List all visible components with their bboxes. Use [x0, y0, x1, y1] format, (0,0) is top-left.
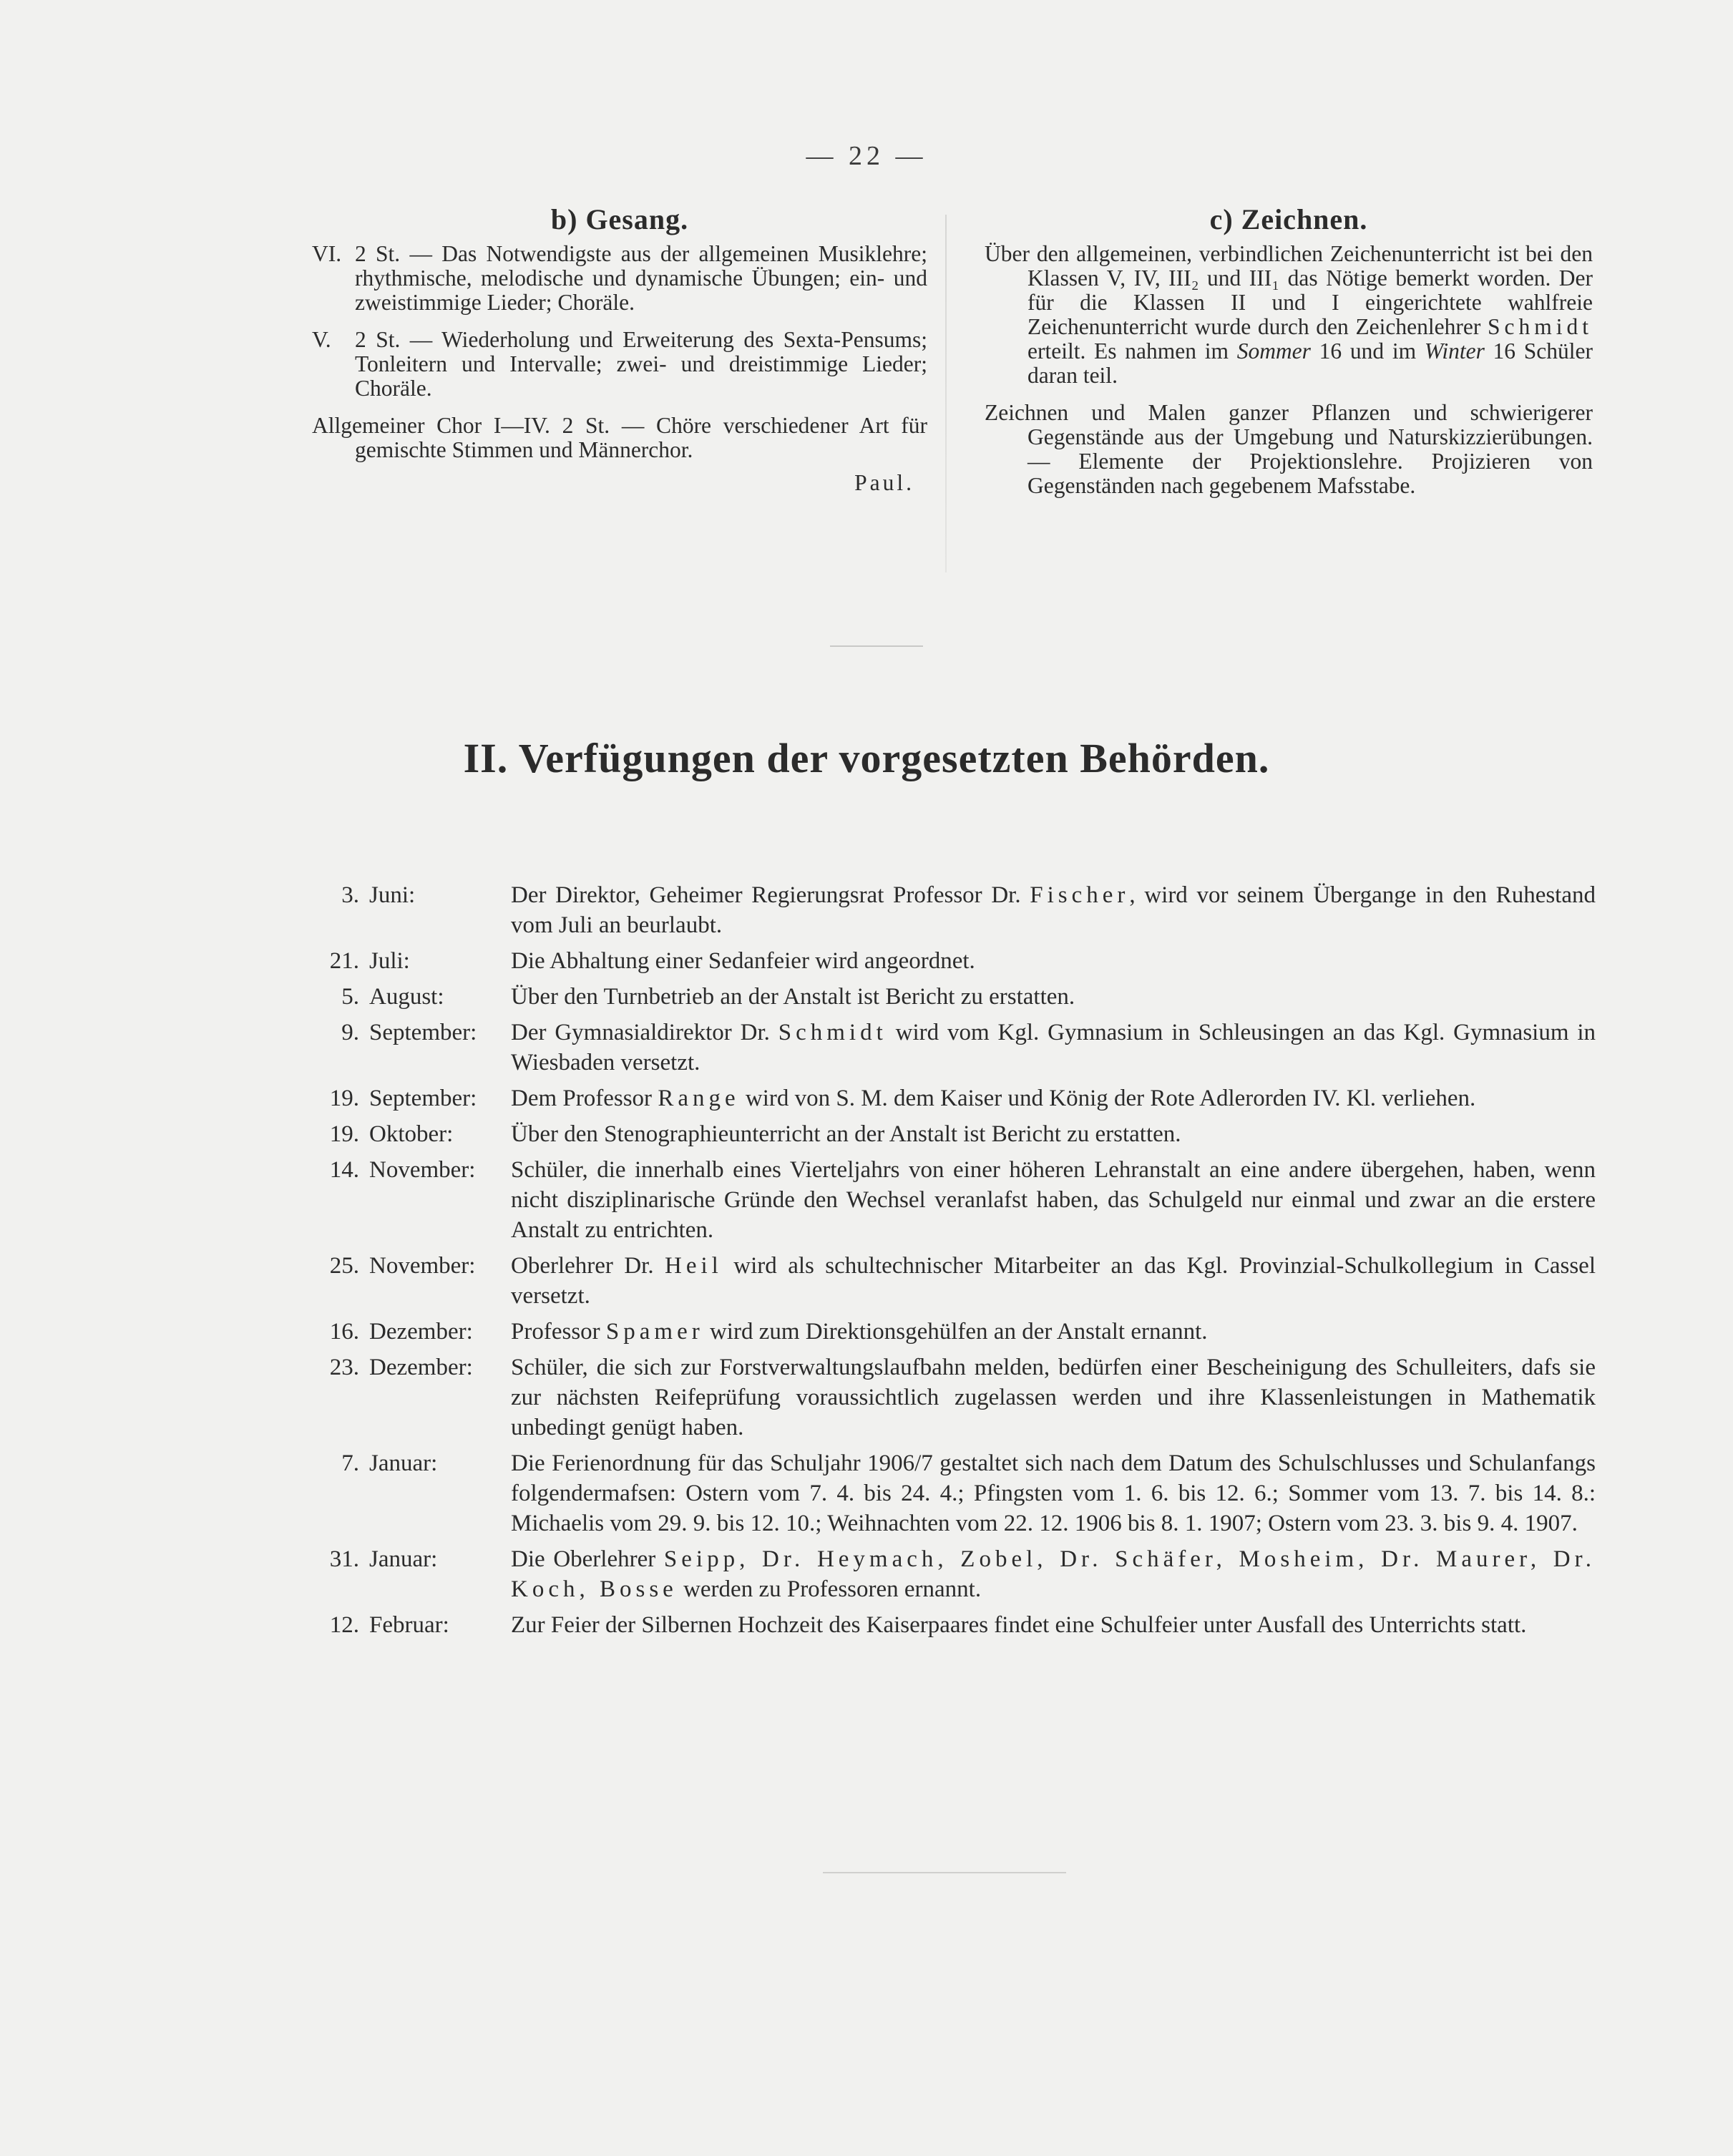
decree-text-part: Oberlehrer Dr. — [511, 1253, 654, 1279]
decree-text — [511, 1083, 1596, 1113]
decree-entry — [301, 946, 1596, 976]
decree-text-part: Schüler, die sich zur Forstverwaltungslaufbahn melden, bedürfen einer Bescheinigung des Schulleiters, dafs sie zur nächsten Reifeprüfung voraussichtlich zugelassen werden und ihre Klassenleistungen in Mathematik unbedingt genügt haben. — [511, 1355, 1596, 1440]
decree-day: 19. — [329, 1121, 359, 1147]
decree-date — [301, 982, 511, 1012]
gesang-paragraph-chor: Allgemeiner Chor I—IV. 2 St. — Chöre verschiedener Art für gemischte Stimmen und Männerchor. — [312, 413, 927, 462]
paragraph-text: erteilt. Es nahmen im — [1027, 338, 1229, 364]
decree-text-part: Dem Professor — [511, 1086, 653, 1111]
decree-date — [301, 1155, 511, 1245]
decree-text — [511, 1610, 1596, 1640]
decree-entry — [301, 1251, 1596, 1311]
zeichnen-paragraph-1 — [985, 242, 1593, 388]
person-name: Spamer — [605, 1319, 704, 1345]
paragraph-text: 16 und im — [1319, 338, 1417, 364]
decree-date — [301, 946, 511, 976]
decree-text — [511, 1544, 1596, 1604]
page-number: — 22 — — [806, 141, 927, 171]
decree-month: September: — [369, 1086, 477, 1111]
decree-day: 16. — [329, 1319, 359, 1345]
decree-date — [301, 1544, 511, 1604]
decree-text-part: Über den Turnbetrieb an der Anstalt ist Bericht zu erstatten. — [511, 984, 1075, 1010]
decree-text — [511, 1352, 1596, 1443]
decree-month: Juli: — [369, 948, 410, 974]
decree-text — [511, 1155, 1596, 1245]
decree-entry — [301, 1155, 1596, 1245]
teacher-name: Schmidt — [1488, 314, 1593, 339]
decree-text — [511, 1018, 1596, 1078]
decree-text-part: Die Ferienordnung für das Schuljahr 1906/7 gestaltet sich nach dem Datum des Schulschlusses und Schulanfangs folgendermafsen: Ostern vom 7. 4. bis 24. 4.; Pfingsten vom 1. 6. bis 12. 6.; Sommer vom 13. 7. bis 14. 8.: Michaelis vom 29. 9. bis 12. 10.; Weihnachten vom 22. 12. 1906 bis 8. 1. 1907; Ostern vom 23. 3. bis 9. 4. 1907. — [511, 1450, 1596, 1536]
decree-month: Februar: — [369, 1612, 449, 1638]
term-sommer: Sommer — [1236, 338, 1311, 364]
person-name: Fischer — [1030, 882, 1130, 908]
decree-entry — [301, 982, 1596, 1012]
decree-date — [301, 1083, 511, 1113]
person-name: Heil — [665, 1253, 723, 1279]
decree-text-part: Professor — [511, 1319, 600, 1345]
decree-entry — [301, 880, 1596, 940]
paragraph-text: 2 St. — Das Notwendigste aus der allgemeinen Musiklehre; rhythmische, melodische und dynamische Übungen; ein- und zweistimmige Lieder; Choräle. — [355, 241, 927, 315]
zeichnen-heading: c) Zeichnen. — [1209, 203, 1368, 235]
decree-entry — [301, 1352, 1596, 1443]
decree-entry — [301, 1544, 1596, 1604]
decree-day: 23. — [329, 1355, 359, 1380]
decree-month: Januar: — [369, 1450, 438, 1476]
decree-text-part: wird zum Direktionsgehülfen an der Anstalt ernannt. — [709, 1319, 1208, 1345]
decree-text — [511, 982, 1596, 1012]
decree-date — [301, 1251, 511, 1311]
signature-paul: Paul. — [854, 470, 914, 495]
decree-text — [511, 1317, 1596, 1347]
paragraph-text: Über den allgemeinen, verbindlichen Zeichenunterricht ist bei den Klassen V, IV, III₂ und III₁ das Nötige bemerkt worden. Der für die Klassen II und I eingerichtete wahlfreie Zeichenunterricht wurde durch den Zeichenlehrer — [985, 241, 1593, 339]
decree-entry — [301, 1317, 1596, 1347]
gesang-paragraph-vi — [312, 242, 927, 315]
decree-entry — [301, 1018, 1596, 1078]
decree-text-part: wird vom Kgl. Gymnasium in Schleusingen an das Kgl. Gymnasium in Wiesbaden versetzt. — [511, 1020, 1596, 1075]
decree-text-part: Der Direktor, Geheimer Regierungsrat Professor Dr. — [511, 882, 1021, 908]
separator-rule — [830, 645, 923, 647]
person-name: Schmidt — [778, 1020, 887, 1045]
zeichnen-paragraph-2: Zeichnen und Malen ganzer Pflanzen und schwierigerer Gegenstände aus der Umgebung und Naturskizzierübungen. — Elemente der Projektionslehre. Projizieren von Gegenständen nach gegebenem Mafsstabe. — [985, 400, 1593, 498]
decree-text — [511, 1448, 1596, 1538]
decree-date — [301, 1610, 511, 1640]
decree-text — [511, 1119, 1596, 1149]
gesang-column — [312, 203, 927, 495]
decree-month: September: — [369, 1020, 477, 1045]
decree-date — [301, 1352, 511, 1443]
class-label: V. — [312, 327, 331, 352]
decree-day: 25. — [329, 1253, 359, 1279]
decree-month: November: — [369, 1157, 476, 1183]
decree-day: 3. — [341, 882, 359, 908]
decree-day: 5. — [341, 984, 359, 1010]
gesang-heading: b) Gesang. — [550, 203, 689, 235]
decree-text-part: werden zu Professoren ernannt. — [683, 1576, 982, 1602]
decree-text-part: Die Abhaltung einer Sedanfeier wird angeordnet. — [511, 948, 975, 974]
decree-month: Dezember: — [369, 1355, 473, 1380]
decree-text-part: Schüler, die innerhalb eines Vierteljahrs von einer höheren Lehranstalt an eine andere übergehen, haben, wenn nicht disziplinarische Gründe den Wechsel veranlafst haben, das Schulgeld nur einmal und zwar an die erstere Anstalt zu entrichten. — [511, 1157, 1596, 1243]
paragraph-text: 2 St. — Wiederholung und Erweiterung des Sexta-Pensums; Tonleitern und Intervalle; zwei- und dreistimmige Lieder; Choräle. — [355, 327, 927, 401]
decree-text-part: Zur Feier der Silbernen Hochzeit des Kaiserpaares findet eine Schulfeier unter Ausfall des Unterrichts statt. — [511, 1612, 1527, 1638]
column-divider — [945, 215, 947, 572]
decree-text — [511, 946, 1596, 976]
paragraph-text: 16 Schüler daran teil. — [1027, 338, 1593, 388]
section-title: II. Verfügungen der vorgesetzten Behörden. — [463, 735, 1270, 781]
decree-month: Juni: — [369, 882, 416, 908]
decree-text-part: Über den Stenographieunterricht an der Anstalt ist Bericht zu erstatten. — [511, 1121, 1181, 1147]
decree-month: November: — [369, 1253, 476, 1279]
decree-date — [301, 880, 511, 940]
decree-text-part: , wird vor seinem Übergange in den Ruhestand vom Juli an beurlaubt. — [511, 882, 1596, 938]
decree-entry — [301, 1610, 1596, 1640]
decree-month: Januar: — [369, 1546, 438, 1572]
decree-day: 14. — [329, 1157, 359, 1183]
decree-day: 12. — [329, 1612, 359, 1638]
term-winter: Winter — [1424, 338, 1485, 364]
decree-month: Dezember: — [369, 1319, 473, 1345]
decree-entry — [301, 1083, 1596, 1113]
separator-rule-bottom — [823, 1872, 1066, 1873]
decree-day: 21. — [329, 948, 359, 974]
decree-list — [301, 880, 1596, 1646]
decree-text-part: wird als schultechnischer Mitarbeiter an das Kgl. Provinzial-Schulkollegium in Cassel versetzt. — [511, 1253, 1596, 1309]
decree-entry — [301, 1119, 1596, 1149]
decree-date — [301, 1317, 511, 1347]
decree-day: 7. — [341, 1450, 359, 1476]
decree-month: Oktober: — [369, 1121, 454, 1147]
gesang-paragraph-v — [312, 328, 927, 401]
decree-date — [301, 1448, 511, 1538]
decree-entry — [301, 1448, 1596, 1538]
decree-text-part: Der Gymnasialdirektor Dr. — [511, 1020, 770, 1045]
zeichnen-column — [985, 203, 1593, 511]
decree-text-part: Die Oberlehrer — [511, 1546, 656, 1572]
person-name: Range — [658, 1086, 740, 1111]
decree-day: 31. — [329, 1546, 359, 1572]
decree-day: 9. — [341, 1020, 359, 1045]
decree-date — [301, 1018, 511, 1078]
person-name: Seipp, Dr. Heymach, Zobel, Dr. Schäfer, Mosheim, Dr. Maurer, Dr. Koch, Bosse — [511, 1546, 1596, 1602]
decree-date — [301, 1119, 511, 1149]
class-label: VI. — [312, 241, 342, 266]
decree-text — [511, 880, 1596, 940]
decree-text-part: wird von S. M. dem Kaiser und König der Rote Adlerorden IV. Kl. verliehen. — [745, 1086, 1476, 1111]
decree-day: 19. — [329, 1086, 359, 1111]
decree-month: August: — [369, 984, 444, 1010]
decree-text — [511, 1251, 1596, 1311]
